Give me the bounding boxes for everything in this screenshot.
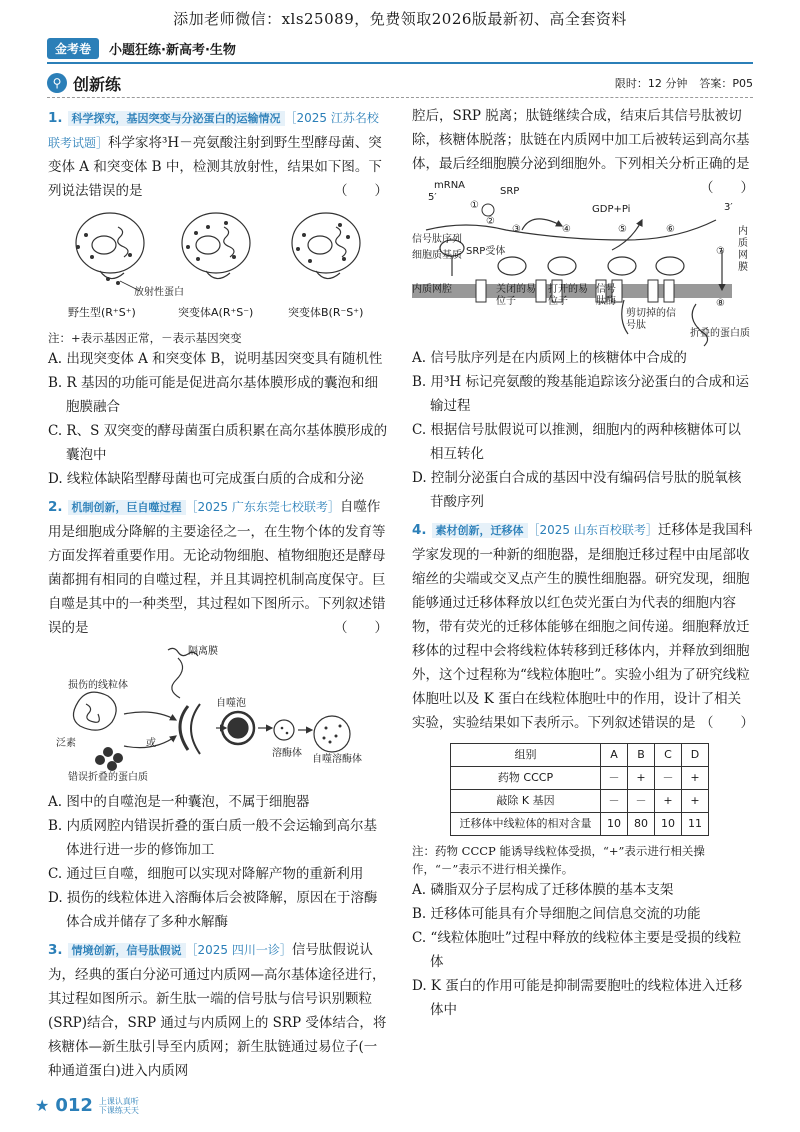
table-header-cell: D	[682, 744, 709, 767]
er-membrane-label: 内质网膜	[738, 226, 748, 273]
right-column	[412, 104, 754, 1022]
q3-answer-bracket: （ ）	[700, 180, 754, 196]
q3-source: ［2025 四川一诊］	[185, 943, 292, 957]
question-1	[48, 106, 388, 491]
q4-option-c: C. “线粒体胞吐”过程中释放的线粒体主要是受损的线粒体	[412, 930, 742, 970]
top-banner: 添加老师微信：xls25089，免费领取2026版最新初、高全套资料	[173, 10, 627, 28]
q1-source: ［2025 江苏名校联考试题］	[48, 111, 379, 150]
q4-text: 迁移体是我国科学家发现的一种新的细胞器，是细胞迁移过程中由尾部收缩丝的尖端或交叉点产生的膜性细胞器。研究发现，细胞能够通过迁移体释放以红色荧光蛋白为代表的细胞内容物，带有荧光的迁移体能够在细胞之间传递。细胞释放迁移体的过程中会将线粒体转移到迁移体内，并释放到细胞外，这个过程称为“线粒体胞吐”。实验小组为了研究线粒体胞吐以及 K 蛋白在线粒体胞吐中的作用，设计了相关实验，实验结果如下表所示。下列叙述错误的是	[412, 522, 753, 731]
table-cell: 11	[682, 813, 709, 836]
table-cell: 迁移体中线粒体的相对含量	[451, 813, 601, 836]
q3-tag: 情境创新，信号肽假说	[68, 943, 186, 958]
q3-option-b: B. 用³H 标记亮氨酸的羧基能追踪该分泌蛋白的合成和运输过程	[412, 374, 749, 414]
q1-text: 科学家将³H－亮氨酸注射到野生型酵母菌、突变体 A 和突变体 B 中，检测其放射性，结果如下图。下列说法错误的是	[48, 135, 382, 199]
section-meta	[615, 75, 753, 91]
q2-option-c: C. 通过巨自噬，细胞可以实现对降解产物的重新利用	[48, 866, 364, 882]
q1-option-b: B. R 基因的功能可能是促进高尔基体膜形成的囊泡和细胞膜融合	[48, 375, 378, 415]
q3-figure	[412, 180, 754, 342]
table-row	[451, 813, 709, 836]
footer-slogan-a: 上课认真听	[98, 1096, 139, 1106]
q3-text-b: 腔后，SRP 脱离；肽链继续合成，结束后其信号肽被切除，核糖体脱落；肽链在内质网中加工后被转运到高尔基体，最后经细胞膜分泌到细胞外。下列相关分析正确的是	[412, 108, 750, 172]
magnifier-icon: ⚲	[47, 73, 67, 93]
q2-option-d: D. 损伤的线粒体进入溶酶体后会被降解，原因在于溶酶体合成并储存了多种水解酶	[48, 890, 378, 930]
table-cell: －	[601, 790, 628, 813]
footer-slogan	[99, 1097, 139, 1115]
q2-option-b: B. 内质网腔内错误折叠的蛋白质一般不会运输到高尔基体进行进一步的修饰加工	[48, 818, 378, 858]
q1-figure	[48, 207, 388, 325]
table-cell: +	[628, 767, 655, 790]
ubiquitin-label: 泛素	[56, 738, 76, 749]
q1-option-a: A. 出现突变体 A 和突变体 B，说明基因突变具有随机性	[48, 351, 383, 367]
phagophore-label: 自噬泡	[216, 698, 246, 709]
q4-note: 注：药物 CCCP 能诱导线粒体受损，“+”表示进行相关操作，“－”表示不进行相关操作。	[412, 844, 705, 876]
q4-tag: 素材创新，迁移体	[432, 523, 528, 538]
three-prime-label: 3′	[724, 202, 733, 213]
q4-source: ［2025 山东百校联考］	[527, 523, 658, 537]
table-cell: +	[655, 790, 682, 813]
table-header-cell: A	[601, 744, 628, 767]
q3-option-c: C. 根据信号肽假说可以推测，细胞内的两种核糖体可以相互转化	[412, 422, 741, 462]
page-footer	[35, 1095, 139, 1116]
q2-number: 2.	[48, 499, 63, 515]
mutant-b-label: 突变体B(R⁻S⁺)	[288, 306, 364, 319]
table-cell: +	[682, 790, 709, 813]
table-cell: 药物 CCCP	[451, 767, 601, 790]
table-row	[451, 767, 709, 790]
damaged-mito-label: 损伤的线粒体	[68, 680, 128, 691]
step-8: ⑧	[716, 298, 725, 309]
q3-text-a: 信号肽假说认为，经典的蛋白分泌可通过内质网—高尔基体途径进行，其过程如图所示。新生肽一端的信号肽与信号识别颗粒(SRP)结合，SRP 通过与内质网上的 SRP 受体结合，将核糖体—新生肽引导至内质网；新生肽链通过易位子(一种通道蛋白)进入内质网	[48, 942, 387, 1079]
q4-option-a: A. 磷脂双分子层构成了迁移体膜的基本支架	[412, 882, 674, 898]
step-3: ③	[512, 224, 521, 235]
table-header-row	[451, 744, 709, 767]
q2-text: 自噬作用是细胞成分降解的主要途径之一，在生物个体的发育等方面发挥着重要作用。无论动物细胞、植物细胞还是酵母菌都拥有相同的自噬过程，并且其调控机制高度保守。巨自噬是其中的一种类型，其过程如下图所示。下列叙述错误的是	[48, 499, 386, 636]
q4-option-b: B. 迁移体可能具有介导细胞之间信息交流的功能	[412, 906, 701, 922]
q3-option-d: D. 控制分泌蛋白合成的基因中没有编码信号肽的脱氧核苷酸序列	[412, 470, 742, 510]
signal-sequence-label: 信号肽序列	[412, 234, 462, 245]
q3-stem-a	[48, 938, 388, 1083]
q4-answer-bracket: （ ）	[700, 715, 754, 731]
left-column	[48, 104, 388, 1083]
header-divider	[47, 62, 753, 64]
lysosome-label: 溶酶体	[272, 748, 302, 759]
isolation-membrane-label: 隔离膜	[188, 646, 218, 657]
srp-receptor-label: SRP受体	[466, 246, 506, 257]
q4-stem	[412, 518, 754, 735]
step-2: ②	[486, 216, 495, 227]
page-number: 012	[55, 1095, 93, 1116]
folded-protein-label: 折叠的蛋白质	[690, 328, 750, 339]
question-4	[412, 518, 754, 1022]
table-row	[451, 790, 709, 813]
table-cell: －	[628, 790, 655, 813]
table-cell: 10	[601, 813, 628, 836]
table-header-cell: C	[655, 744, 682, 767]
q1-stem	[48, 106, 388, 203]
table-cell: 敲除 K 基因	[451, 790, 601, 813]
q1-number: 1.	[48, 110, 63, 126]
mrna-label: mRNA	[434, 180, 466, 191]
q1-answer-bracket: （ ）	[334, 183, 388, 199]
page-header	[47, 36, 753, 60]
q2-answer-bracket: （ ）	[334, 620, 388, 636]
section-divider	[47, 97, 753, 98]
table-cell: －	[601, 767, 628, 790]
q2-figure	[48, 644, 388, 786]
question-3-start	[48, 938, 388, 1083]
wild-type-label: 野生型(R⁺S⁺)	[68, 306, 136, 319]
q2-source: ［2025 广东东莞七校联考］	[185, 500, 340, 514]
misfolded-protein-label: 错误折叠的蛋白质	[68, 772, 148, 783]
radioactive-protein-label: 放射性蛋白	[134, 287, 184, 298]
q1-option-c: C. R、S 双突变的酵母菌蛋白质积累在高尔基体膜形成的囊泡中	[48, 423, 388, 463]
time-limit: 限时：12 分钟	[614, 77, 688, 90]
question-3-cont	[412, 104, 754, 514]
q2-stem	[48, 495, 388, 640]
section-title: 创新练	[73, 74, 122, 94]
step-5: ⑤	[618, 224, 627, 235]
question-2	[48, 495, 388, 934]
open-translocon-label: 打开的易位子	[548, 284, 588, 307]
table-header-cell: 组别	[451, 744, 601, 767]
q1-note: 注：+表示基因正常，－表示基因突变	[48, 331, 242, 345]
step-6: ⑥	[666, 224, 675, 235]
autolysosome-label: 自噬溶酶体	[312, 754, 362, 765]
five-prime-label: 5′	[428, 192, 437, 203]
table-cell: +	[682, 767, 709, 790]
q3-option-a: A. 信号肽序列是在内质网上的核糖体中合成的	[412, 350, 687, 366]
table-header-cell: B	[628, 744, 655, 767]
series-title: 小题狂练·新高考·生物	[109, 42, 236, 58]
q1-option-d: D. 线粒体缺陷型酵母菌也可完成蛋白质的合成和分泌	[48, 471, 364, 487]
srp-label: SRP	[500, 186, 520, 197]
q3-number: 3.	[48, 942, 63, 958]
answer-ref: 答案：P05	[699, 77, 753, 90]
signal-peptidase-label: 信号肽酶	[596, 284, 616, 307]
q1-tag: 科学探究，基因突变与分泌蛋白的运输情况	[68, 111, 285, 126]
q2-tag: 机制创新，巨自噬过程	[68, 500, 186, 515]
step-7: ⑦	[716, 246, 725, 257]
er-lumen-label: 内质网腔	[412, 284, 452, 295]
step-4: ④	[562, 224, 571, 235]
cytoplasm-label: 细胞质基质	[412, 250, 462, 261]
table-cell: －	[655, 767, 682, 790]
mutant-a-label: 突变体A(R⁺S⁻)	[178, 306, 254, 319]
table-cell: 10	[655, 813, 682, 836]
closed-translocon-label: 关闭的易位子	[496, 284, 536, 307]
brand-badge: 金考卷	[47, 38, 99, 59]
q4-number: 4.	[412, 522, 427, 538]
or-label: 或	[146, 738, 156, 749]
q4-option-d: D. K 蛋白的作用可能是抑制需要胞吐的线粒体进入迁移体中	[412, 978, 743, 1018]
step-1: ①	[470, 200, 479, 211]
footer-slogan-b: 下课练天天	[98, 1105, 139, 1115]
gdp-label: GDP+Pi	[592, 204, 631, 215]
section-header	[47, 70, 753, 96]
q4-table	[450, 743, 709, 836]
table-cell: 80	[628, 813, 655, 836]
q2-option-a: A. 图中的自噬泡是一种囊泡，不属于细胞器	[48, 794, 310, 810]
cleaved-signal-label: 剪切掉的信号肽	[626, 308, 676, 331]
star-icon: ★	[35, 1096, 50, 1115]
